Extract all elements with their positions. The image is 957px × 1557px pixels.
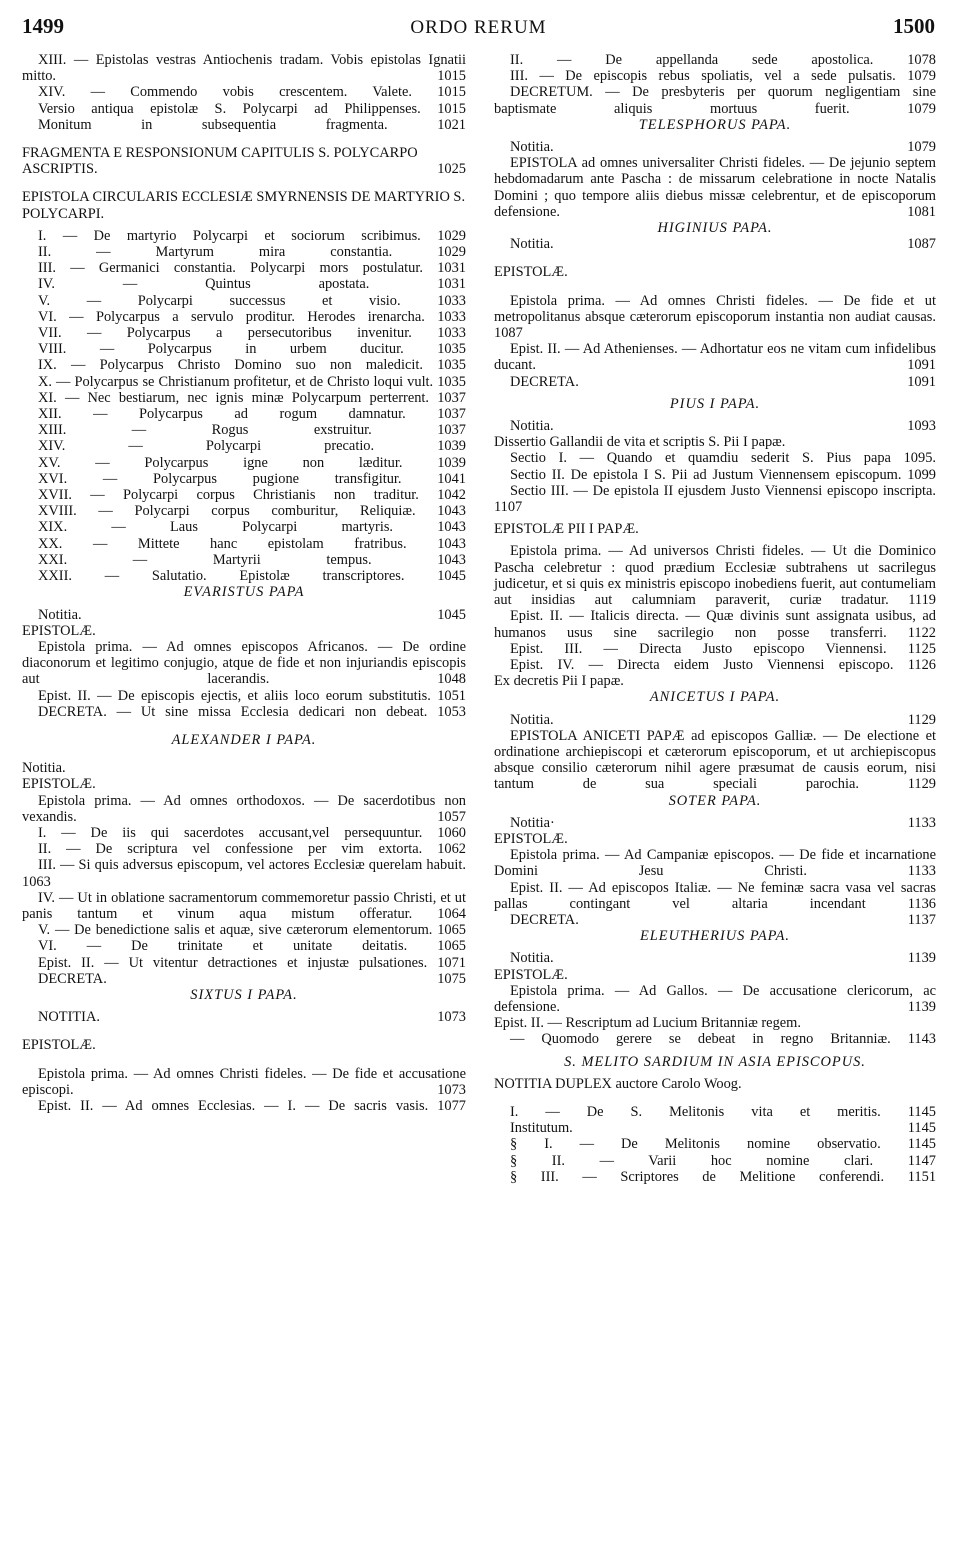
entry-text: II. — De scriptura vel confessione per vim extorta.: [38, 841, 423, 858]
page-reference: 1015: [437, 100, 466, 117]
entry-text: Epist. III. — Directa Justo episcopo Viennensi.: [510, 640, 887, 657]
page-reference: 1037: [437, 406, 466, 423]
toc-entry: [22, 101, 466, 117]
entry-text: III. — De episcopis rebus spoliatis, vel a sede pulsatis.: [510, 68, 896, 85]
entry-text: ANICETUS I PAPA.: [649, 689, 781, 706]
page-reference: 1031: [437, 276, 466, 293]
toc-label: [494, 673, 936, 689]
entry-text: IV. — Ut in oblatione sacramentorum commemoretur passio Christi, et ut panis tantum et vinum aqua mistum offeratur.: [22, 889, 466, 922]
toc-label: [494, 264, 936, 280]
toc-entry: [22, 244, 466, 260]
entry-text: Notitia.: [510, 711, 554, 728]
entry-text: Notitia.: [510, 139, 554, 156]
toc-entry: [494, 815, 936, 831]
entry-text: Monitum in subsequentia fragmenta.: [38, 116, 388, 133]
entry-text: ALEXANDER I PAPA.: [171, 731, 317, 748]
page-reference: 1145: [907, 1120, 936, 1137]
toc-entry: [22, 503, 466, 519]
toc-entry: [22, 971, 466, 987]
page-reference: 1045: [437, 606, 466, 623]
toc-entry: [22, 422, 466, 438]
spacer: [22, 177, 466, 189]
entry-text: EVARISTUS PAPA: [183, 584, 305, 601]
toc-entry: [494, 543, 936, 608]
toc-entry: [494, 293, 936, 342]
page-reference: 1043: [437, 503, 466, 520]
toc-label: [494, 434, 936, 450]
entry-text: II. — Martyrum mira constantia.: [38, 244, 393, 261]
entry-text: XIX. — Laus Polycarpi martyris.: [38, 519, 394, 536]
entry-text: Sectio III. — De epistola II ejusdem Justo Viennensi episcopo inscripta.: [510, 482, 936, 499]
page-reference: 1087: [494, 325, 523, 342]
entry-text: V. — De benedictione salis et aquæ, sive cæterorum elementorum.: [38, 922, 433, 939]
page-reference: 1048: [437, 671, 466, 688]
page-reference: 1071: [437, 954, 466, 971]
page-reference: 1045: [437, 568, 466, 585]
spacer: [22, 720, 466, 732]
entry-text: SOTER PAPA.: [668, 792, 762, 809]
entry-text: Ex decretis Pii I papæ.: [494, 673, 624, 690]
section-title: [494, 117, 936, 133]
entry-text: XVII. — Polycarpi corpus Christianis non traditur.: [38, 487, 419, 504]
spacer: [22, 133, 466, 145]
entry-text: NOTITIA.: [38, 1009, 100, 1026]
page-reference: 1064: [437, 905, 466, 922]
entry-text: XIV. — Polycarpi precatio.: [38, 438, 375, 455]
page-reference: 1037: [437, 389, 466, 406]
spacer: [22, 748, 466, 760]
toc-label: [494, 521, 936, 537]
entry-text: VI. — De trinitate et unitate deitatis.: [38, 938, 408, 955]
toc-label: [494, 967, 936, 983]
toc-entry: [22, 536, 466, 552]
page-reference: 1015: [437, 84, 466, 101]
spacer: [494, 252, 936, 264]
entry-text: III. — Si quis adversus episcopum, vel actores Ecclesiæ querelam habuit.: [38, 857, 466, 874]
page-number-right: 1500: [893, 14, 935, 38]
page-reference: 1091: [907, 373, 936, 390]
toc-entry: [22, 841, 466, 857]
section-title: [494, 220, 936, 236]
toc-entry: [494, 950, 936, 966]
entry-text: § I. — De Melitonis nomine observatio.: [510, 1136, 881, 1153]
page-reference: 1125: [907, 640, 936, 657]
entry-text: Institutum.: [510, 1120, 573, 1137]
toc-entry: [494, 236, 936, 252]
toc-entry: [494, 983, 936, 1015]
page-reference: 1087: [907, 236, 936, 253]
entry-text: EPISTOLA CIRCULARIS ECCLESIÆ SMYRNENSIS DE MARTYRIO S. POLYCARPI.: [22, 189, 466, 222]
running-title: ORDO RERUM: [410, 17, 547, 38]
entry-text: EPISTOLÆ.: [494, 830, 568, 847]
toc-entry: [22, 552, 466, 568]
entry-text: Notitia.: [510, 418, 554, 435]
entry-text: Epistola prima. — Ad Gallos. — De accusatione clericorum, ac defensione.: [494, 982, 936, 1015]
toc-entry: [22, 890, 466, 922]
page-reference: 1139: [907, 998, 936, 1015]
entry-text: Epist. II. — Ad omnes Ecclesias. — I. — De sacris vasis.: [38, 1097, 429, 1114]
entry-text: Notitia·: [510, 814, 555, 831]
page-reference: 1062: [437, 841, 466, 858]
toc-label: [22, 1037, 466, 1053]
toc-entry: [494, 1120, 936, 1136]
toc-entry: [22, 228, 466, 244]
page-reference: 1035: [437, 357, 466, 374]
entry-text: III. — Germanici constantia. Polycarpi mors postulatur.: [38, 260, 423, 277]
page-reference: 1033: [437, 325, 466, 342]
page-reference: 1035: [437, 341, 466, 358]
page-reference: 1129: [907, 776, 936, 793]
entry-text: SIXTUS I PAPA.: [190, 986, 298, 1003]
entry-text: VII. — Polycarpus a persecutoribus invenitur.: [38, 325, 412, 342]
page-reference: 1033: [437, 308, 466, 325]
toc-entry: [494, 1031, 936, 1047]
page-reference: 1025: [437, 161, 466, 178]
entry-text: XII. — Polycarpus ad rogum damnatur.: [38, 406, 406, 423]
entry-text: I. — De martyrio Polycarpi et sociorum scribimus.: [38, 227, 421, 244]
page-reference: 1139: [907, 950, 936, 967]
entry-text: NOTITIA DUPLEX auctore Carolo Woog.: [494, 1075, 742, 1092]
entry-text: EPISTOLÆ.: [22, 622, 96, 639]
entry-text: EPISTOLÆ.: [22, 776, 96, 793]
entry-text: HIGINIUS PAPA.: [657, 220, 773, 237]
toc-entry: [22, 1066, 466, 1098]
page-reference: 1065: [437, 938, 466, 955]
page-reference: 1053: [437, 703, 466, 720]
entry-text: EPISTOLÆ PII I PAPÆ.: [494, 521, 639, 538]
entry-text: V. — Polycarpi successus et visio.: [38, 292, 401, 309]
page-reference: 1033: [437, 292, 466, 309]
entry-text: Epist. II. — Ut vitentur detractiones et injustæ pulsationes.: [38, 954, 428, 971]
section-heading: [22, 189, 466, 221]
entry-text: EPISTOLA ad omnes universaliter Christi fideles. — De jejunio septem hebdomadarum ante Pascha : de missarum celebratione in nocte Natalis Domini ; quo tempore aliis diebus missæ celebrentur, et de episcoporum defensione.: [494, 155, 936, 220]
entry-text: EPISTOLA ANICETI PAPÆ ad episcopos Galliæ. — De electione et ordinatione archiepiscopi et cæterorum episcoporum, et ut archiepiscopus absque consilio cæterorum nihil agere præsumat de causis eorum, nisi tantum de sua speciali parochia.: [494, 727, 936, 793]
toc-entry: [22, 922, 466, 938]
page-reference: 1043: [437, 519, 466, 536]
page-reference: 1063: [22, 873, 51, 890]
page-reference: 1078: [907, 52, 936, 68]
spacer: [22, 1054, 466, 1066]
entry-text: Dissertio Gallandii de vita et scriptis S. Pii I papæ.: [494, 434, 786, 451]
toc-entry: [494, 483, 936, 515]
toc-entry: [22, 276, 466, 292]
page-reference: 1129: [907, 711, 936, 728]
entry-text: DECRETA.: [510, 373, 579, 390]
page-reference: 1029: [437, 227, 466, 244]
section-title: [494, 1054, 936, 1070]
entry-text: EPISTOLÆ.: [22, 1037, 96, 1054]
page-reference: 1081: [907, 203, 936, 220]
toc-entry: [494, 847, 936, 879]
toc-entry: [494, 139, 936, 155]
page-reference: 1145: [907, 1103, 936, 1120]
page-reference: 1060: [437, 824, 466, 841]
toc-entry: [494, 84, 936, 116]
toc-entry: [22, 52, 466, 84]
page-reference: 1079: [907, 139, 936, 156]
section-title: [494, 928, 936, 944]
toc-entry: [22, 84, 466, 100]
toc-entry: [494, 728, 936, 793]
page-reference: 1143: [907, 1031, 936, 1048]
entry-text: DECRETA.: [38, 970, 107, 987]
page-reference: 1073: [437, 1009, 466, 1026]
toc-entry: [22, 341, 466, 357]
toc-entry: [494, 641, 936, 657]
toc-entry: [22, 487, 466, 503]
toc-entry: [22, 455, 466, 471]
entry-text: DECRETA.: [510, 911, 579, 928]
page-reference: 1099: [907, 466, 936, 483]
page-reference: 1151: [907, 1168, 937, 1185]
page-reference: 1079: [907, 100, 936, 117]
page-reference: 1051: [437, 687, 466, 704]
entry-text: Epistola prima. — Ad omnes episcopos Africanos. — De ordine diaconorum et legitimo conjugio, atque de fide et non injuriandis episcopis aut lacerandis.: [22, 638, 466, 688]
toc-entry: [22, 857, 466, 889]
page-reference: 1041: [437, 470, 466, 487]
page-reference: 1037: [437, 422, 466, 439]
page-reference: 1043: [437, 551, 466, 568]
entry-text: XV. — Polycarpus igne non læditur.: [38, 454, 403, 471]
toc-entry: [22, 357, 466, 373]
toc-label: [22, 623, 466, 639]
toc-entry: [22, 704, 466, 720]
entry-text: Epist. IV. — Directa eidem Justo Viennensi episcopo.: [510, 656, 894, 673]
entry-text: XVI. — Polycarpus pugione transfigitur.: [38, 470, 402, 487]
toc-entry: [22, 825, 466, 841]
entry-text: I. — De iis qui sacerdotes accusant,vel persequuntur.: [38, 824, 423, 841]
toc-entry: [22, 568, 466, 584]
toc-entry: [22, 607, 466, 623]
toc-entry: [22, 471, 466, 487]
toc-entry: [494, 608, 936, 640]
toc-label: [22, 776, 466, 792]
toc-entry: [22, 325, 466, 341]
page-reference: 1021: [437, 116, 466, 133]
toc-entry: [22, 374, 466, 390]
toc-entry: [22, 793, 466, 825]
toc-entry: [22, 406, 466, 422]
page-reference: 1091: [907, 357, 936, 374]
page-reference: 1031: [437, 260, 466, 277]
toc-entry: [22, 117, 466, 133]
toc-entry: [22, 1009, 466, 1025]
page-reference: 1093: [907, 418, 936, 435]
entry-text: DECRETUM. — De presbyteris per quorum negligentiam sine baptismate aliquis mortuus fuerit.: [494, 84, 936, 117]
entry-text: Epist. II. — Rescriptum ad Lucium Britanniæ regem.: [494, 1015, 801, 1032]
entry-text: FRAGMENTA E RESPONSIONUM CAPITULIS S. POLYCARPO ASCRIPTIS.: [22, 145, 418, 178]
entry-text: Notitia.: [38, 606, 82, 623]
page-reference: 1145: [907, 1136, 936, 1153]
toc-entry: [494, 52, 936, 68]
toc-label: [494, 1015, 936, 1031]
toc-entry: [494, 712, 936, 728]
entry-text: Sectio I. — Quando et quamdiu sederit S. Pius papa: [510, 450, 891, 467]
entry-text: Epist. II. — Italicis directa. — Quæ divinis sunt assignata usibus, ad humanos usus sine sacrilegio non posse transferri.: [494, 608, 936, 641]
entry-text: XIII. — Epistolas vestras Antiochenis tradam. Vobis epistolas Ignatii mitto.: [22, 52, 466, 85]
section-title: [22, 584, 466, 600]
toc-entry: [494, 418, 936, 434]
entry-text: Sectio II. De epistola I S. Pii ad Justum Viennensem episcopum.: [510, 466, 902, 483]
toc-entry: [22, 390, 466, 406]
entry-text: PIUS I PAPA.: [669, 395, 761, 412]
section-title: [494, 793, 936, 809]
toc-entry: [494, 341, 936, 373]
entry-text: § III. — Scriptores de Melitione conferendi.: [510, 1168, 885, 1185]
entry-text: IV. — Quintus apostata.: [38, 276, 370, 293]
page-reference: 1079: [907, 68, 936, 85]
page-reference: 1137: [907, 911, 936, 928]
page-reference: 1029: [437, 244, 466, 261]
page-reference: 1107: [494, 499, 523, 516]
entry-text: XIV. — Commendo vobis crescentem. Valete.: [38, 84, 412, 101]
entry-text: Notitia.: [510, 950, 554, 967]
entry-text: EPISTOLÆ.: [494, 264, 568, 281]
entry-text: Epistola prima. — Ad omnes Christi fideles. — De fide et accusatione episcopi.: [22, 1065, 466, 1098]
entry-text: EPISTOLÆ.: [494, 966, 568, 983]
section-heading: [22, 145, 466, 177]
entry-text: XVIII. — Polycarpi corpus comburitur, Reliquiæ.: [38, 503, 416, 520]
entry-text: § II. — Varii hoc nomine clari.: [510, 1152, 874, 1169]
toc-entry: [22, 688, 466, 704]
left-column: [22, 52, 466, 1114]
entry-text: XXII. — Salutatio. Epistolæ transcriptores.: [38, 568, 405, 585]
page-reference: 1039: [437, 438, 466, 455]
toc-entry: [494, 450, 936, 466]
page-reference: 1043: [437, 535, 466, 552]
toc-entry: [494, 912, 936, 928]
page-number-left: 1499: [22, 14, 64, 38]
entry-text: Epist. II. — Ad episcopos Italiæ. — Ne feminæ sacra vasa vel sacras pallas contingant vel altaria incendant: [494, 879, 936, 912]
toc-entry: [22, 260, 466, 276]
toc-entry: [22, 309, 466, 325]
section-title: [494, 396, 936, 412]
page-reference: 1133: [907, 863, 936, 880]
spacer: [494, 281, 936, 293]
page-reference: 1042: [437, 487, 466, 504]
toc-entry: [494, 1136, 936, 1152]
entry-text: Epistola prima. — Ad omnes Christi fideles. — De fide et ut metropolitanus absque cæterorum episcoporum instantia non audiat causas.: [494, 292, 936, 325]
entry-text: II. — De appellanda sede apostolica.: [510, 52, 874, 68]
entry-text: XI. — Nec bestiarum, nec ignis minæ Polycarpum perterrent.: [38, 389, 430, 406]
toc-entry: [22, 438, 466, 454]
entry-text: Epistola prima. — Ad universos Christi fideles. — Ut die Dominico Pascha celebretur : quod prædium Ecclesiæ subtrahens ut sacrilegus judicetur, et si quis ex ministris episcopo inobediens fuerit, aut contumeliam aut insidias aut calumniam paraverit, curiæ tradatur.: [494, 543, 936, 609]
section-title: [494, 689, 936, 705]
entry-text: — Quomodo gerere se debeat in regno Britanniæ.: [510, 1031, 891, 1048]
toc-entry: [22, 293, 466, 309]
page-reference: 1065: [437, 922, 466, 939]
entry-text: Epistola prima. — Ad omnes orthodoxos. — De sacerdotibus non vexandis.: [22, 792, 466, 825]
toc-entry: [494, 155, 936, 220]
toc-entry: [494, 1153, 936, 1169]
entry-text: Versio antiqua epistolæ S. Polycarpi ad Philippenses.: [38, 100, 421, 117]
entry-text: Notitia.: [22, 760, 66, 777]
toc-entry: [494, 467, 936, 483]
toc-entry: [494, 880, 936, 912]
entry-text: Notitia.: [510, 236, 554, 253]
entry-text: VI. — Polycarpus a servulo proditur. Herodes irenarcha.: [38, 308, 425, 325]
page-reference: 1015: [437, 68, 466, 85]
toc-label: [22, 760, 466, 776]
toc-entry: [494, 1104, 936, 1120]
entry-text: ELEUTHERIUS PAPA.: [640, 928, 790, 945]
section-title: [22, 732, 466, 748]
spacer: [22, 1025, 466, 1037]
toc-entry: [22, 639, 466, 688]
entry-text: S. MELITO SARDIUM IN ASIA EPISCOPUS.: [564, 1053, 866, 1070]
entry-text: VIII. — Polycarpus in urbem ducitur.: [38, 341, 404, 358]
toc-entry: [494, 68, 936, 84]
entry-text: TELESPHORUS PAPA.: [638, 116, 792, 133]
page-reference: 1035: [437, 373, 466, 390]
page-reference: 1119: [908, 592, 936, 609]
page-header: [22, 14, 935, 44]
toc-entry: [494, 374, 936, 390]
entry-text: Epist. II. — Ad Athenienses. — Adhortatur eos ne vitam cum infidelibus ducant.: [494, 341, 936, 374]
page-reference: 1077: [437, 1097, 466, 1114]
page-reference: 1133: [907, 814, 936, 831]
toc-label: [494, 1076, 936, 1092]
right-column: [494, 52, 936, 1185]
page-reference: 1073: [437, 1081, 466, 1098]
entry-text: XXI. — Martyrii tempus.: [38, 551, 372, 568]
page-reference: 1147: [907, 1152, 936, 1169]
toc-entry: [494, 1169, 936, 1185]
entry-text: IX. — Polycarpus Christo Domino suo non maledicit.: [38, 357, 423, 374]
entry-text: XX. — Mittete hanc epistolam fratribus.: [38, 535, 407, 552]
entry-text: X. — Polycarpus se Christianum profitetur, et de Christo loqui vult.: [38, 373, 434, 390]
entry-text: DECRETA. — Ut sine missa Ecclesia dedicari non debeat.: [38, 703, 428, 720]
page-reference: 1136: [907, 895, 936, 912]
page-reference: 1075: [437, 970, 466, 987]
entry-text: Epist. II. — De episcopis ejectis, et aliis loco eorum substitutis.: [38, 687, 431, 704]
toc-entry: [22, 938, 466, 954]
entry-text: I. — De S. Melitonis vita et meritis.: [510, 1103, 881, 1120]
section-title: [22, 987, 466, 1003]
toc-entry: [494, 657, 936, 673]
page-reference: 1039: [437, 454, 466, 471]
toc-entry: [22, 519, 466, 535]
toc-label: [494, 831, 936, 847]
spacer: [494, 1092, 936, 1104]
page-reference: 1057: [437, 808, 466, 825]
toc-entry: [22, 955, 466, 971]
page-reference: 1095.: [903, 450, 936, 467]
page-reference: 1126: [907, 656, 936, 673]
entry-text: Epistola prima. — Ad Campaniæ episcopos. — De fide et incarnatione Domini Jesu Christi.: [494, 847, 936, 880]
toc-entry: [22, 1098, 466, 1114]
entry-text: XIII. — Rogus exstruitur.: [38, 422, 372, 439]
page-reference: 1122: [907, 624, 936, 641]
